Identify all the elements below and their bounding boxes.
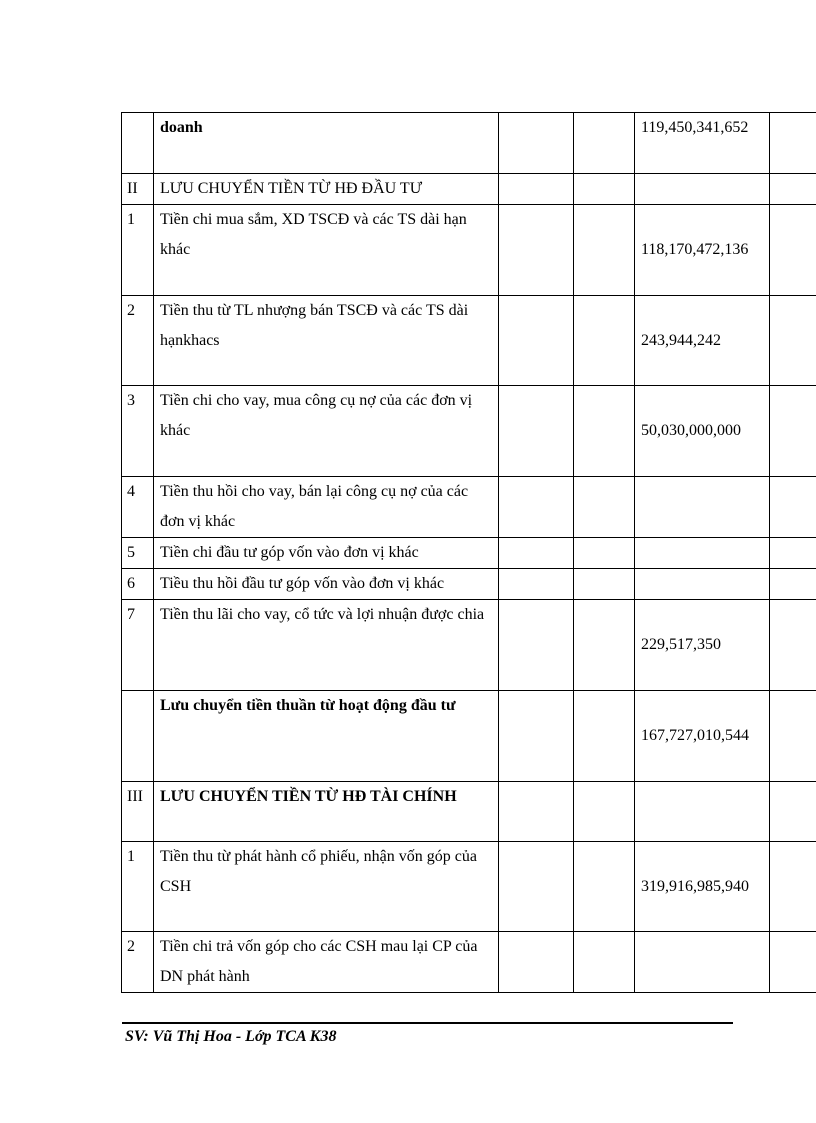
table-row <box>122 113 816 174</box>
empty-cell <box>499 477 574 538</box>
row-number: 2 <box>122 296 154 386</box>
row-label: LƯU CHUYỂN TIỀN TỪ HĐ ĐẦU TƯ <box>154 174 499 205</box>
empty-cell <box>574 205 635 296</box>
empty-cell <box>770 205 816 296</box>
row-amount: 229,517,350 <box>635 600 770 691</box>
empty-cell <box>574 538 635 569</box>
cash-flow-table <box>121 112 816 993</box>
row-amount <box>635 174 770 205</box>
footer-divider <box>122 1022 733 1024</box>
row-number: 5 <box>122 538 154 569</box>
row-number <box>122 113 154 174</box>
table-row <box>122 600 816 691</box>
empty-cell <box>770 600 816 691</box>
row-number: 7 <box>122 600 154 691</box>
empty-cell <box>770 174 816 205</box>
empty-cell <box>574 842 635 932</box>
row-number: 2 <box>122 932 154 993</box>
empty-cell <box>770 296 816 386</box>
table-row <box>122 296 816 386</box>
row-label: Tiền chi mua sắm, XD TSCĐ và các TS dài hạn khác <box>154 205 499 296</box>
empty-cell <box>574 600 635 691</box>
row-label: Tiền chi trả vốn góp cho các CSH mau lại CP của DN phát hành <box>154 932 499 993</box>
table-row <box>122 932 816 993</box>
empty-cell <box>499 782 574 842</box>
table-row <box>122 782 816 842</box>
empty-cell <box>574 477 635 538</box>
row-amount: 167,727,010,544 <box>635 691 770 782</box>
table-row <box>122 842 816 932</box>
empty-cell <box>499 691 574 782</box>
empty-cell <box>499 932 574 993</box>
empty-cell <box>499 174 574 205</box>
row-number: III <box>122 782 154 842</box>
empty-cell <box>770 932 816 993</box>
row-label: Tiền thu từ phát hành cổ phiếu, nhận vốn góp của CSH <box>154 842 499 932</box>
empty-cell <box>770 691 816 782</box>
row-number: 1 <box>122 842 154 932</box>
empty-cell <box>574 174 635 205</box>
table-row <box>122 691 816 782</box>
row-amount: 118,170,472,136 <box>635 205 770 296</box>
table-row <box>122 477 816 538</box>
row-number: 1 <box>122 205 154 296</box>
row-number: 3 <box>122 386 154 477</box>
empty-cell <box>770 842 816 932</box>
row-number: 6 <box>122 569 154 600</box>
table-row <box>122 569 816 600</box>
table-row <box>122 205 816 296</box>
row-amount <box>635 782 770 842</box>
empty-cell <box>770 477 816 538</box>
row-label: doanh <box>154 113 499 174</box>
row-amount <box>635 538 770 569</box>
row-amount <box>635 932 770 993</box>
empty-cell <box>574 691 635 782</box>
empty-cell <box>499 113 574 174</box>
row-number: 4 <box>122 477 154 538</box>
row-amount <box>635 569 770 600</box>
empty-cell <box>770 538 816 569</box>
row-number <box>122 691 154 782</box>
empty-cell <box>499 386 574 477</box>
table-row <box>122 386 816 477</box>
empty-cell <box>770 569 816 600</box>
empty-cell <box>574 782 635 842</box>
empty-cell <box>499 600 574 691</box>
empty-cell <box>499 538 574 569</box>
row-label: Lưu chuyển tiền thuần từ hoạt động đầu tư <box>154 691 499 782</box>
empty-cell <box>574 386 635 477</box>
empty-cell <box>770 782 816 842</box>
row-label: LƯU CHUYỂN TIỀN TỪ HĐ TÀI CHÍNH <box>154 782 499 842</box>
row-amount: 50,030,000,000 <box>635 386 770 477</box>
table-row <box>122 538 816 569</box>
empty-cell <box>499 296 574 386</box>
table-row <box>122 174 816 205</box>
empty-cell <box>574 113 635 174</box>
empty-cell <box>770 386 816 477</box>
row-label: Tiền chi cho vay, mua công cụ nợ của các đơn vị khác <box>154 386 499 477</box>
empty-cell <box>770 113 816 174</box>
empty-cell <box>574 296 635 386</box>
page-footer: SV: Vũ Thị Hoa - Lớp TCA K38 <box>125 1028 337 1045</box>
row-amount: 119,450,341,652 <box>635 113 770 174</box>
row-number: II <box>122 174 154 205</box>
row-label: Tiền chi đầu tư góp vốn vào đơn vị khác <box>154 538 499 569</box>
empty-cell <box>574 932 635 993</box>
row-amount: 243,944,242 <box>635 296 770 386</box>
row-amount: 319,916,985,940 <box>635 842 770 932</box>
empty-cell <box>499 205 574 296</box>
empty-cell <box>499 842 574 932</box>
row-label: Tiền thu lãi cho vay, cổ tức và lợi nhuận được chia <box>154 600 499 691</box>
row-amount <box>635 477 770 538</box>
row-label: Tiều thu hồi đầu tư góp vốn vào đơn vị khác <box>154 569 499 600</box>
row-label: Tiền thu hồi cho vay, bán lại công cụ nợ của các đơn vị khác <box>154 477 499 538</box>
row-label: Tiền thu từ TL nhượng bán TSCĐ và các TS dài hạnkhacs <box>154 296 499 386</box>
empty-cell <box>574 569 635 600</box>
empty-cell <box>499 569 574 600</box>
